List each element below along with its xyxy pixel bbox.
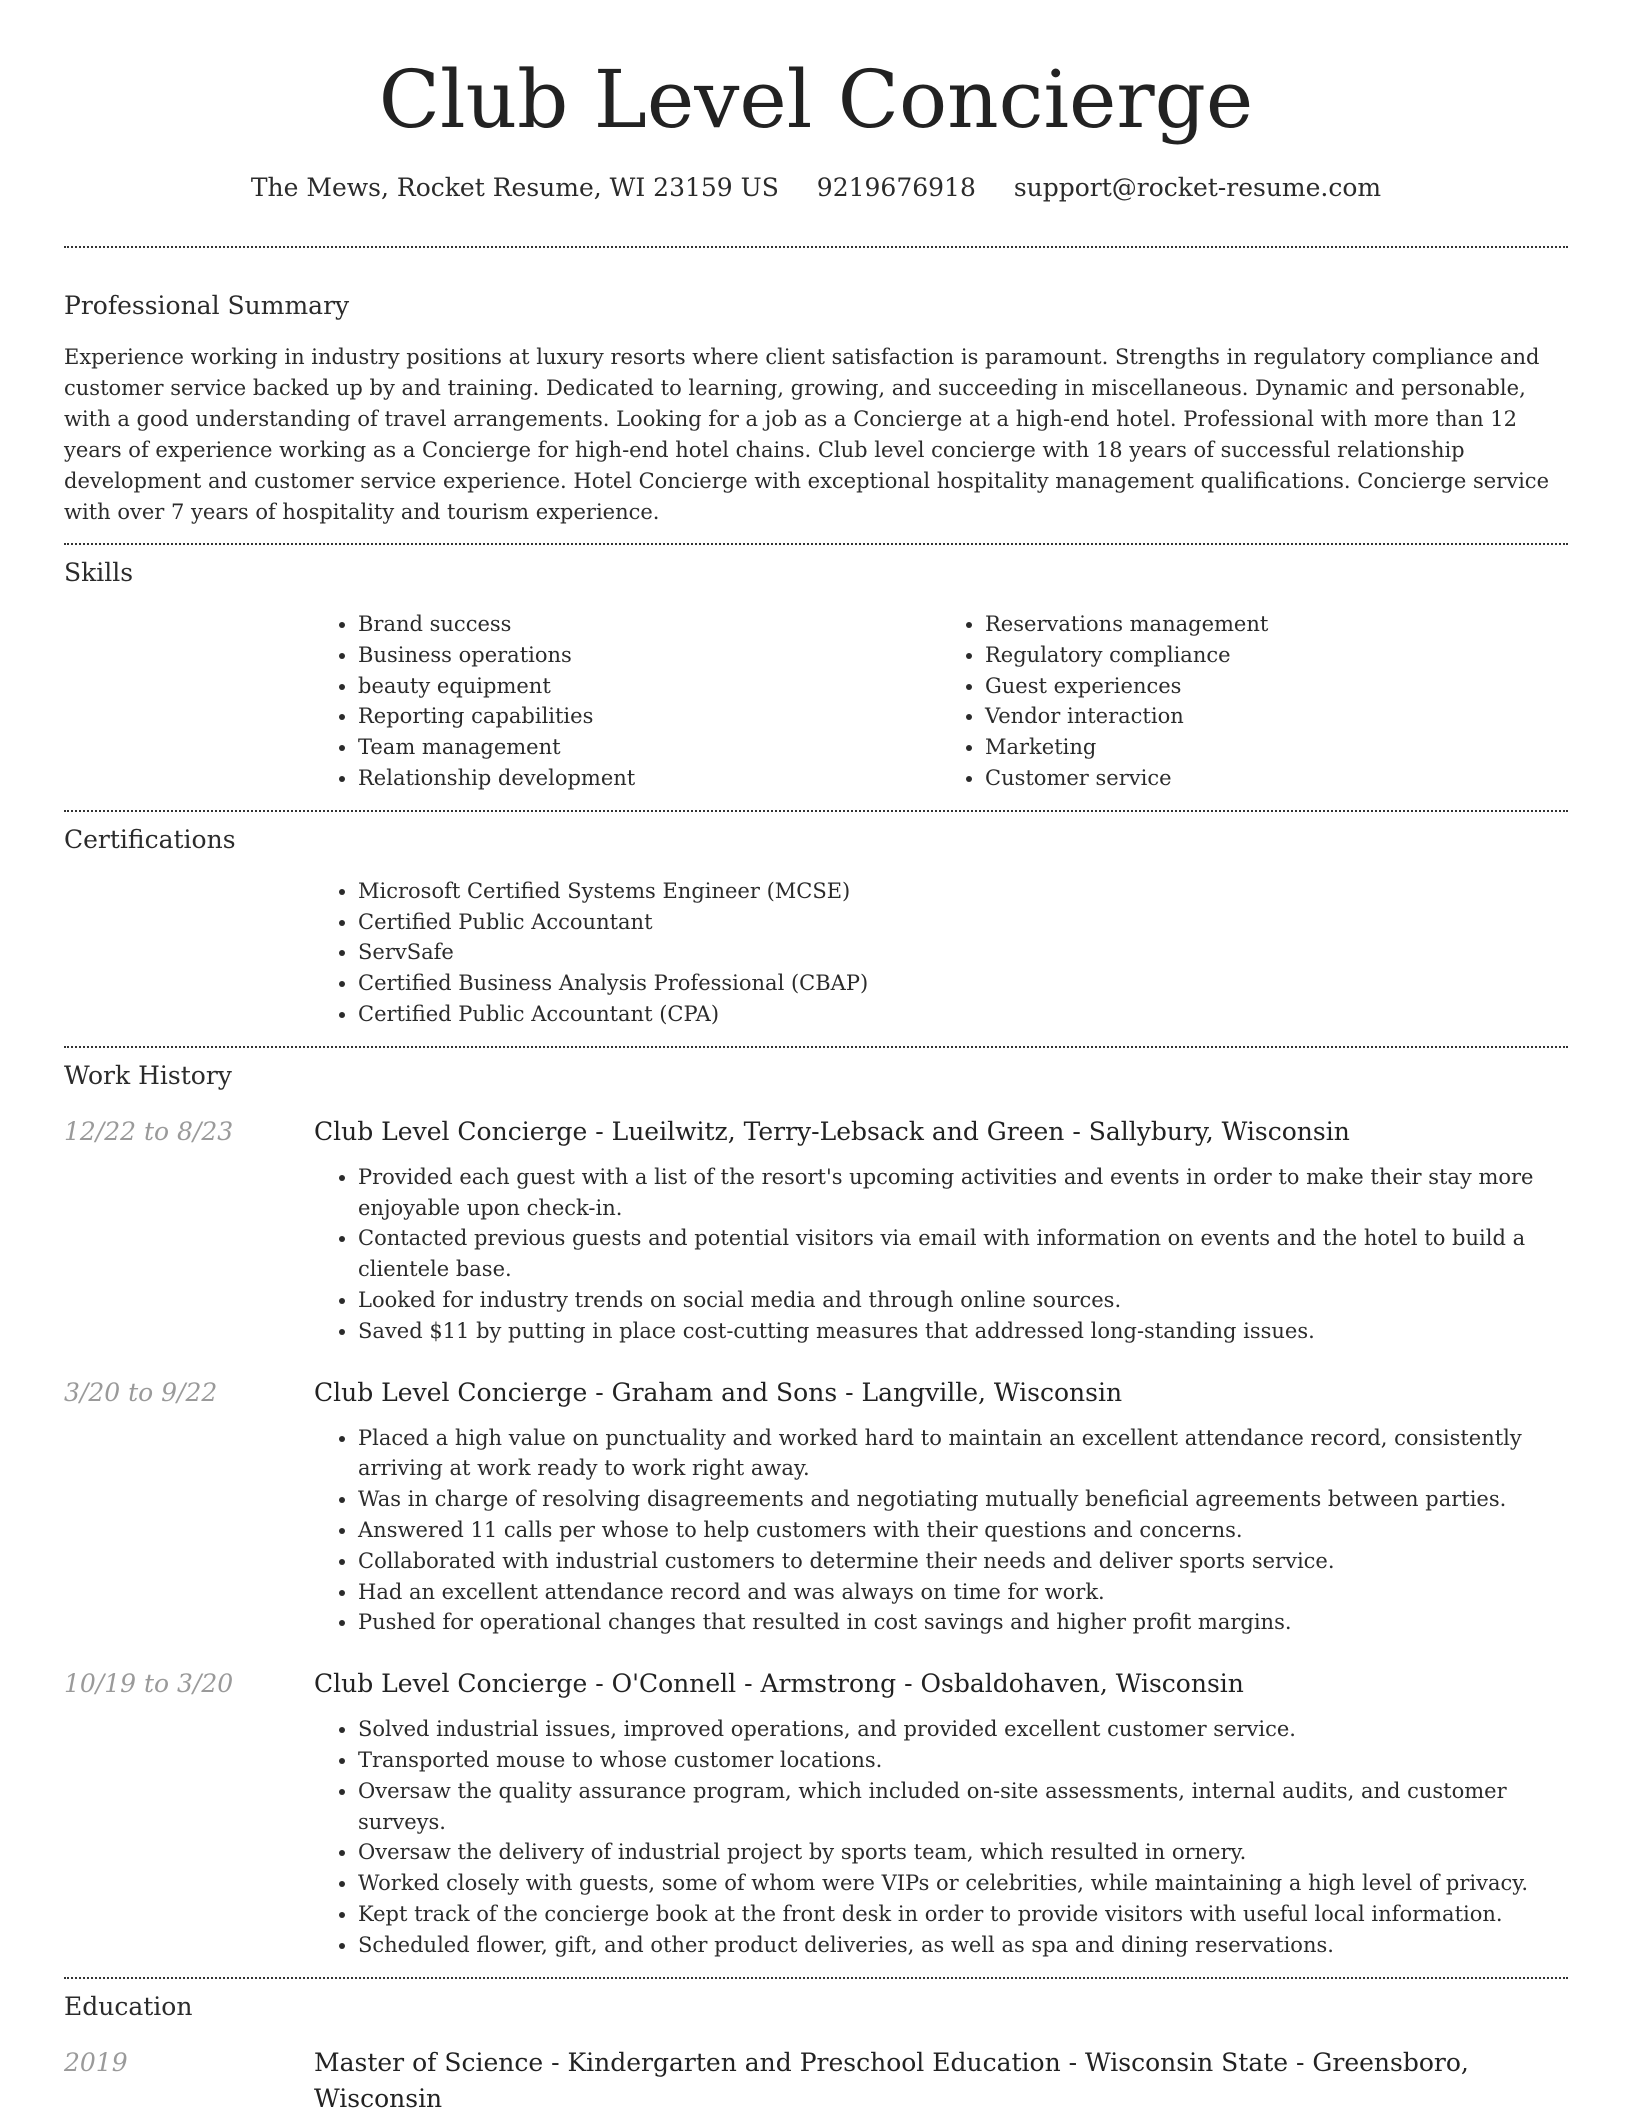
job-entry	[64, 1666, 1568, 1702]
job-bullet: • Placed a high value on punctuality and worked hard to maintain an excellent attendance record, consistently arriving at work ready to work right away.	[358, 1423, 1568, 1485]
job-bullet: • Answered 11 calls per whose to help customers with their questions and concerns.	[358, 1515, 1568, 1546]
certification-item: • Microsoft Certified Systems Engineer (MCSE)	[358, 876, 1568, 907]
work-history-section	[64, 1058, 1568, 1961]
skill-item: • Brand success	[358, 609, 941, 640]
skill-item: • Team management	[358, 732, 941, 763]
job-bullet: • Contacted previous guests and potential visitors via email with information on events and the hotel to build a clientele base.	[358, 1223, 1568, 1285]
skill-item: • Customer service	[985, 763, 1568, 794]
education-degree: Master of Science - Kindergarten and Preschool Education - Wisconsin State - Greensboro, Wisconsin	[314, 2047, 1469, 2113]
skills-heading: Skills	[64, 558, 134, 587]
job-bullet: • Collaborated with industrial customers to determine their needs and deliver sports service.	[358, 1546, 1568, 1577]
job-bullet: • Had an excellent attendance record and was always on time for work.	[358, 1577, 1568, 1608]
summary-heading: Professional Summary	[64, 291, 350, 320]
skill-item: • Guest experiences	[985, 671, 1568, 702]
contact-email: support@rocket-resume.com	[1013, 173, 1382, 202]
skills-section	[64, 555, 1568, 794]
certification-item: • Certified Business Analysis Professional (CBAP)	[358, 968, 1568, 999]
summary-text: Experience working in industry positions at luxury resorts where client satisfaction is paramount. Strengths in regulatory compliance and customer service backed up by and training. Dedicated to learning, growing, and succeeding in miscellaneous. Dynamic and personable, with a good understanding of travel arrangements. Looking for a job as a Concierge at a high-end hotel. Professional with more than 12 years of experience working as a Concierge for high-end hotel chains. Club level concierge with 18 years of successful relationship development and customer service experience. Hotel Concierge with exceptional hospitality management qualifications. Concierge service with over 7 years of hospitality and tourism experience.	[64, 345, 1549, 524]
skills-list-right	[941, 609, 1568, 794]
job-bullet: • Oversaw the quality assurance program, which included on-site assessments, internal audits, and customer surveys.	[358, 1776, 1568, 1838]
skill-item: • Vendor interaction	[985, 701, 1568, 732]
resume-name: Club Level Concierge	[378, 53, 1254, 146]
divider	[64, 543, 1568, 545]
skills-list-left	[314, 609, 941, 794]
certification-item: • Certified Public Accountant (CPA)	[358, 999, 1568, 1030]
job-dates: 10/19 to 3/20	[64, 1669, 234, 1699]
education-entry	[64, 2045, 1568, 2117]
job-bullet: • Transported mouse to whose customer locations.	[358, 1745, 1568, 1776]
certifications-heading: Certifications	[64, 824, 236, 854]
education-year: 2019	[64, 2047, 128, 2077]
job-bullet: • Worked closely with guests, some of whom were VIPs or celebrities, while maintaining a high level of privacy.	[358, 1868, 1568, 1899]
certification-item: • Certified Public Accountant	[358, 907, 1568, 938]
job-bullets	[314, 1714, 1568, 1960]
job-entry	[64, 1114, 1568, 1150]
job-bullet: • Oversaw the delivery of industrial project by sports team, which resulted in ornery.	[358, 1837, 1568, 1868]
job-dates: 12/22 to 8/23	[64, 1116, 234, 1146]
contact-phone: 9219676918	[816, 173, 976, 202]
job-entry	[64, 1375, 1568, 1411]
job-title: Club Level Concierge - Lueilwitz, Terry-Lebsack and Green - Sallybury, Wisconsin	[314, 1116, 1350, 1146]
job-title: Club Level Concierge - Graham and Sons - Langville, Wisconsin	[314, 1377, 1123, 1407]
job-title: Club Level Concierge - O'Connell - Armstrong - Osbaldohaven, Wisconsin	[314, 1669, 1244, 1699]
job-bullet: • Solved industrial issues, improved operations, and provided excellent customer service.	[358, 1714, 1568, 1745]
job-bullet: • Pushed for operational changes that resulted in cost savings and higher profit margins.	[358, 1607, 1568, 1638]
summary-section	[64, 288, 1568, 528]
job-bullet: • Scheduled flower, gift, and other product deliveries, as well as spa and dining reservations.	[358, 1930, 1568, 1961]
job-bullets	[314, 1162, 1568, 1347]
job-bullet: • Looked for industry trends on social media and through online sources.	[358, 1285, 1568, 1316]
skills-columns	[314, 609, 1568, 794]
skill-item: • beauty equipment	[358, 671, 941, 702]
job-bullet: • Kept track of the concierge book at the front desk in order to provide visitors with useful local information.	[358, 1899, 1568, 1930]
divider	[64, 810, 1568, 812]
certification-item: • ServSafe	[358, 937, 1568, 968]
contact-line	[64, 170, 1568, 206]
certifications-section	[64, 822, 1568, 1030]
job-bullet: • Provided each guest with a list of the resort's upcoming activities and events in order to make their stay more enjoyable upon check-in.	[358, 1162, 1568, 1224]
contact-address: The Mews, Rocket Resume, WI 23159 US	[250, 173, 779, 202]
job-bullets	[314, 1423, 1568, 1639]
certifications-list	[314, 876, 1568, 1030]
skill-item: • Reservations management	[985, 609, 1568, 640]
work-history-heading: Work History	[64, 1060, 232, 1090]
divider	[64, 246, 1568, 248]
job-bullet: • Saved $11 by putting in place cost-cutting measures that addressed long-standing issues.	[358, 1316, 1568, 1347]
divider	[64, 1046, 1568, 1048]
skill-item: • Reporting capabilities	[358, 701, 941, 732]
divider	[64, 1977, 1568, 1979]
skill-item: • Relationship development	[358, 763, 941, 794]
job-dates: 3/20 to 9/22	[64, 1377, 218, 1407]
skill-item: • Business operations	[358, 640, 941, 671]
skill-item: • Marketing	[985, 732, 1568, 763]
education-section	[64, 1989, 1568, 2117]
education-heading: Education	[64, 1991, 193, 2021]
skill-item: • Regulatory compliance	[985, 640, 1568, 671]
job-bullet: • Was in charge of resolving disagreements and negotiating mutually beneficial agreements between parties.	[358, 1484, 1568, 1515]
